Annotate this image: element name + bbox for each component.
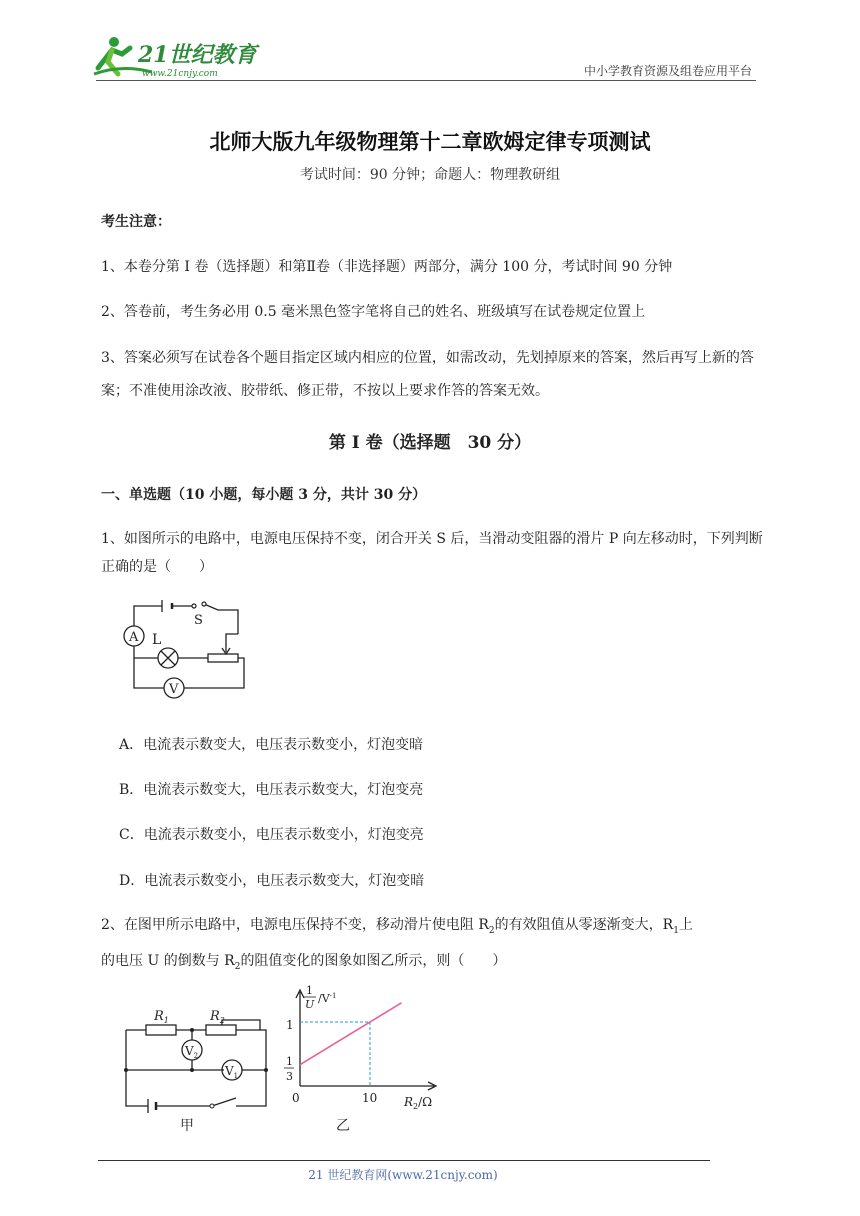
figure-yi-caption: 乙 [336,1118,350,1134]
q2-sub: 1 [673,925,679,936]
notice-item: 3、答案必须写在试卷各个题目指定区域内相应的位置，如需改动，先划掉原来的答案，然后再写上新的答案；不准使用涂改液、胶带纸、修正带，不按以上要求作答的答案无效。 [101,350,754,399]
logo-url: www.21cnjy.com [142,69,218,79]
x-axis-unit: /Ω [418,1095,433,1109]
subsection-title: 一、单选题（10 小题，每小题 3 分，共计 30 分） [101,487,427,503]
question-1-text: 1、如图所示的电路中，电源电压保持不变，闭合开关 S 后，当滑动变阻器的滑片 P 向左移动时，下列判断正确的是（ ） [101,531,763,575]
figure-yi-graph [276,982,456,1146]
q2-sub: 2 [488,925,495,936]
page-title: 北师大版九年级物理第十二章欧姆定律专项测试 [209,129,651,154]
option-b[interactable]: B．电流表示数变大，电压表示数变大，灯泡变亮 [119,782,424,798]
lamp-label: L [152,632,162,648]
q2-sub: 2 [234,961,241,972]
r1-sub: 1 [163,1016,169,1025]
y-tick-third-den: 3 [286,1070,293,1083]
runner-logo-icon [92,34,262,80]
svg-text:R1 [153,1009,169,1025]
r1-label: R [154,1009,164,1024]
logo-text: 21世纪教育 [138,42,257,68]
option-c[interactable]: C．电流表示数变小，电压表示数变小，灯泡变亮 [119,827,424,843]
x-axis-label: R [404,1095,414,1109]
q2-text-c: 上 [678,917,693,933]
figure-jia-caption: 甲 [180,1118,194,1134]
q2-text-b: 的有效阻值从零逐渐变大，R [494,917,674,933]
figure-jia-circuit [118,1000,278,1144]
question-1-circuit-figure [118,598,248,712]
option-d[interactable]: D．电流表示数变小，电压表示数变大，灯泡变暗 [119,873,425,889]
r2-sub: 2 [219,1016,225,1025]
voltmeter-label: V [169,682,179,697]
notice-item: 1、本卷分第 I 卷（选择题）和第Ⅱ卷（非选择题）两部分，满分 100 分，考试时间 90 分钟 [101,259,673,275]
header-divider [96,80,756,81]
v1-sub: 1 [233,1072,239,1080]
site-logo [92,34,262,80]
q2-text-a: 2、在图甲所示电路中，电源电压保持不变，移动滑片使电阻 R [101,917,489,933]
svg-text:V2 [184,1044,198,1060]
r2-label: R [210,1009,220,1024]
q2-text-e: 的阻值变化的图象如图乙所示，则（ ） [240,952,507,969]
y-axis-denominator: U [305,998,315,1011]
header-platform-text: 中小学教育资源及组卷应用平台 [583,64,752,78]
svg-text:/V-1 [318,992,336,1005]
x-tick-0: 0 [292,1091,300,1105]
x-tick-10: 10 [362,1091,378,1105]
notice-heading: 考生注意： [101,214,171,230]
svg-text:V1 [224,1064,238,1080]
ammeter-label: A [129,630,139,645]
q2-text-d: 的电压 U 的倒数与 R [101,952,235,969]
y-axis-numerator: 1 [306,984,313,997]
x-axis-sub: 2 [413,1102,419,1111]
footer-divider [98,1160,710,1161]
svg-text:R2/Ω [403,1095,432,1111]
option-a[interactable]: A．电流表示数变大，电压表示数变小，灯泡变暗 [119,737,424,753]
section-title: 第 I 卷（选择题 30 分） [328,433,532,453]
question-2-text [101,910,765,982]
exam-info: 考试时间：90 分钟；命题人：物理教研组 [299,167,561,183]
v2-label: V [185,1044,194,1058]
y-tick-third-num: 1 [286,1055,293,1068]
y-tick-1: 1 [286,1018,294,1032]
notice-item: 2、答卷前，考生务必用 0.5 毫米黑色签字笔将自己的姓名、班级填写在试卷规定位置上 [101,304,646,320]
v2-sub: 2 [193,1052,199,1060]
y-axis-unit-sup: -1 [329,992,337,1000]
switch-label: S [194,613,203,628]
svg-text:R2 [209,1009,225,1025]
y-axis-unit: /V [318,992,330,1005]
footer-text: 21 世纪教育网(www.21cnjy.com) [308,1168,498,1182]
data-series-line [300,1003,402,1065]
v1-label: V [225,1064,234,1078]
